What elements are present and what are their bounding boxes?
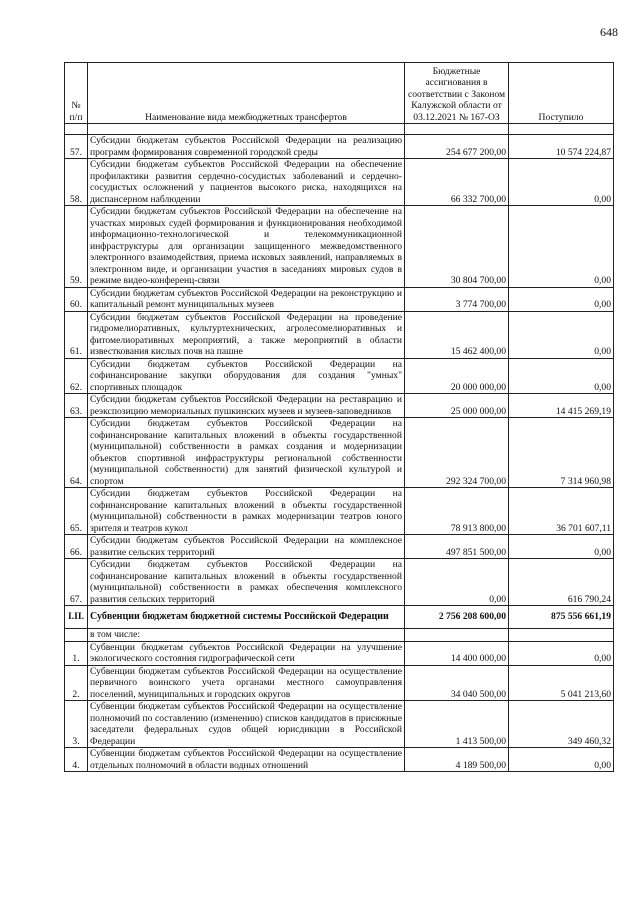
received-amount: 5 041 213,60 <box>509 665 614 701</box>
assigned-amount: 34 040 500,00 <box>405 665 509 701</box>
received-amount: 616 790,24 <box>509 559 614 606</box>
transfers-table <box>64 62 614 772</box>
table-row <box>65 358 614 394</box>
received-amount: 0,00 <box>509 641 614 665</box>
table-row <box>65 641 614 665</box>
row-number: 60. <box>65 287 88 311</box>
assigned-amount: 497 851 500,00 <box>405 535 509 559</box>
assigned-amount: 4 189 500,00 <box>405 748 509 772</box>
table-row <box>65 748 614 772</box>
header-name: Наименование вида межбюджетных трансфертов <box>88 63 405 124</box>
assigned-amount: 1 413 500,00 <box>405 701 509 748</box>
header-assigned: Бюджетные ассигнования в соответствии с Законом Калужской области от 03.12.2021 № 167-ОЗ <box>405 63 509 124</box>
received-amount: 36 701 607,11 <box>509 488 614 535</box>
received-amount: 0,00 <box>509 358 614 394</box>
transfer-name: Субвенции бюджетам субъектов Российской Федерации на улучшение экологического состояния гидрографической сети <box>88 641 405 665</box>
row-number: 65. <box>65 488 88 535</box>
table-row <box>65 206 614 288</box>
transfer-name: Субсидии бюджетам субъектов Российской Федерации на реставрацию и реэкспозицию мемориальных пушкинских музеев и музеев-заповедников <box>88 394 405 418</box>
transfer-name: Субсидии бюджетам субъектов Российской Федерации на софинансирование капитальных вложений в объекты государственной (муниципальной) собственности в рамках обеспечения комплексного развития сельских территорий <box>88 559 405 606</box>
received-amount: 7 314 960,98 <box>509 418 614 488</box>
row-number: 1. <box>65 641 88 665</box>
transfer-name: Субвенции бюджетам субъектов Российской Федерации на осуществление отдельных полномочий в области водных отношений <box>88 748 405 772</box>
header-received: Поступило <box>509 63 614 124</box>
row-number: 59. <box>65 206 88 288</box>
transfer-name: Субсидии бюджетам субъектов Российской Федерации на реализацию программ формирования современной городской среды <box>88 135 405 159</box>
row-number: 67. <box>65 559 88 606</box>
table-row <box>65 665 614 701</box>
received-amount: 0,00 <box>509 535 614 559</box>
received-amount: 349 460,32 <box>509 701 614 748</box>
transfer-name: Субсидии бюджетам субъектов Российской Федерации на софинансирование капитальных вложений в объекты государственной (муниципальной) собственности в рамках создания и модернизации объектов спортивной инфраструктуры региональной собственности (муниципальной собственности) для занятий физической культурой и спортом <box>88 418 405 488</box>
table-row <box>65 287 614 311</box>
total-row <box>65 606 614 629</box>
table-row <box>65 418 614 488</box>
subheading-row <box>65 629 614 642</box>
subheading-received <box>509 629 614 642</box>
assigned-amount: 15 462 400,00 <box>405 311 509 358</box>
received-amount: 0,00 <box>509 287 614 311</box>
assigned-amount: 20 000 000,00 <box>405 358 509 394</box>
table-row <box>65 311 614 358</box>
assigned-amount: 30 804 700,00 <box>405 206 509 288</box>
transfer-name: Субвенции бюджетам субъектов Российской Федерации на осуществление первичного воинского учета органами местного самоуправления поселений, муниципальных и городских округов <box>88 665 405 701</box>
assigned-amount: 2 756 208 600,00 <box>405 606 509 629</box>
assigned-amount: 3 774 700,00 <box>405 287 509 311</box>
row-number: 58. <box>65 159 88 206</box>
transfer-name: Субвенции бюджетам субъектов Российской Федерации на осуществление полномочий по составлению (изменению) списков кандидатов в присяжные заседатели федеральных судов общей юрисдикции в Российской Федерации <box>88 701 405 748</box>
table-row <box>65 559 614 606</box>
transfer-name: Субвенции бюджетам бюджетной системы Российской Федерации <box>88 606 405 629</box>
row-number: 66. <box>65 535 88 559</box>
assigned-amount: 292 324 700,00 <box>405 418 509 488</box>
subheading-assigned <box>405 629 509 642</box>
transfer-name: Субсидии бюджетам субъектов Российской Федерации на обеспечение на участках мировых судей формирования и функционирования необходимой информационно-технологической и телекоммуникационной инфраструктуры для организации защищенного межведомственного электронного взаимодействия, приема исковых заявлений, направляемых в электронном виде, и организации участия в заседаниях мировых судов в режиме видео-конференц-связи <box>88 206 405 288</box>
row-number: 4. <box>65 748 88 772</box>
table-row <box>65 701 614 748</box>
received-amount: 0,00 <box>509 159 614 206</box>
table-row <box>65 535 614 559</box>
transfer-name: Субсидии бюджетам субъектов Российской Федерации на софинансирование капитальных вложений в объекты государственной (муниципальной) собственности в рамках модернизации театров юного зрителя и театров кукол <box>88 488 405 535</box>
transfer-name: Субсидии бюджетам субъектов Российской Федерации на комплексное развитие сельских территорий <box>88 535 405 559</box>
table-row <box>65 135 614 159</box>
table-row <box>65 159 614 206</box>
header-num: № п/п <box>65 63 88 124</box>
row-number: I.II. <box>65 606 88 629</box>
assigned-amount: 14 400 000,00 <box>405 641 509 665</box>
transfer-name: Субсидии бюджетам субъектов Российской Федерации на реконструкцию и капитальный ремонт муниципальных музеев <box>88 287 405 311</box>
row-number: 2. <box>65 665 88 701</box>
assigned-amount: 0,00 <box>405 559 509 606</box>
row-number: 62. <box>65 358 88 394</box>
spacer-row <box>65 124 614 135</box>
row-number: 64. <box>65 418 88 488</box>
row-number: 3. <box>65 701 88 748</box>
header-row <box>65 63 614 124</box>
transfer-name: Субсидии бюджетам субъектов Российской Федерации на обеспечение профилактики развития сердечно-сосудистых заболеваний и сердечно-сосудистых осложнений у пациентов высокого риска, находящихся на диспансерном наблюдении <box>88 159 405 206</box>
received-amount: 0,00 <box>509 748 614 772</box>
received-amount: 0,00 <box>509 311 614 358</box>
table-row <box>65 394 614 418</box>
received-amount: 10 574 224,87 <box>509 135 614 159</box>
subheading-text: в том числе: <box>88 629 405 642</box>
transfer-name: Субсидии бюджетам субъектов Российской Федерации на софинансирование закупки оборудования для создания "умных" спортивных площадок <box>88 358 405 394</box>
page-number: 648 <box>600 25 618 39</box>
transfer-name: Субсидии бюджетам субъектов Российской Федерации на проведение гидромелиоративных, культуртехнических, агролесомелиоративных и фитомелиоративных мероприятий, а также мероприятий в области известкования кислых почв на пашне <box>88 311 405 358</box>
row-number: 63. <box>65 394 88 418</box>
received-amount: 14 415 269,19 <box>509 394 614 418</box>
received-amount: 875 556 661,19 <box>509 606 614 629</box>
row-number: 61. <box>65 311 88 358</box>
assigned-amount: 66 332 700,00 <box>405 159 509 206</box>
row-number: 57. <box>65 135 88 159</box>
assigned-amount: 254 677 200,00 <box>405 135 509 159</box>
assigned-amount: 78 913 800,00 <box>405 488 509 535</box>
table-row <box>65 488 614 535</box>
received-amount: 0,00 <box>509 206 614 288</box>
subheading-num <box>65 629 88 642</box>
assigned-amount: 25 000 000,00 <box>405 394 509 418</box>
